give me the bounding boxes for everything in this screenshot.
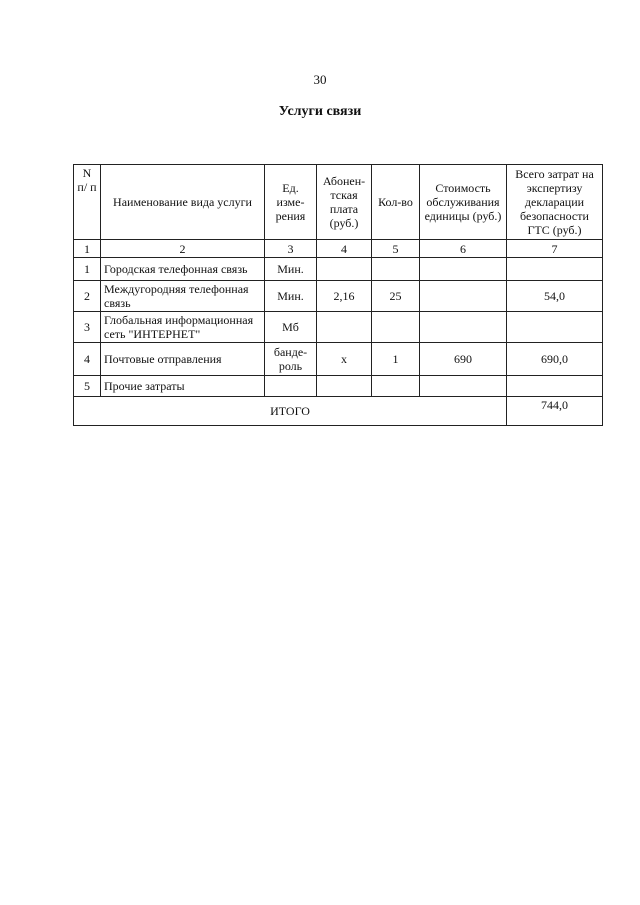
total-value: 744,0	[507, 397, 603, 426]
row-total	[507, 312, 603, 343]
table-row	[74, 312, 603, 343]
table-row	[74, 376, 603, 397]
column-number: 5	[372, 240, 420, 258]
row-num: 1	[74, 258, 101, 281]
row-total: 690,0	[507, 343, 603, 376]
column-number: 4	[317, 240, 372, 258]
row-unit	[265, 376, 317, 397]
row-unit: Мин.	[265, 281, 317, 312]
services-table	[73, 164, 603, 426]
row-unit: Мин.	[265, 258, 317, 281]
row-qty: 1	[372, 343, 420, 376]
row-unit-cost	[420, 281, 507, 312]
column-number: 6	[420, 240, 507, 258]
row-fee	[317, 312, 372, 343]
document-title: Услуги связи	[278, 104, 362, 119]
header-name: Наименование вида услуги	[101, 165, 265, 240]
row-fee: 2,16	[317, 281, 372, 312]
page-number: 30	[313, 72, 327, 87]
header-qty: Кол-во	[372, 165, 420, 240]
row-qty: 25	[372, 281, 420, 312]
column-number: 3	[265, 240, 317, 258]
row-unit-cost	[420, 312, 507, 343]
row-fee	[317, 376, 372, 397]
row-name: Глобальная информационная сеть "ИНТЕРНЕТ"	[101, 312, 265, 343]
row-num: 5	[74, 376, 101, 397]
row-num: 2	[74, 281, 101, 312]
total-row	[74, 397, 603, 426]
column-number: 7	[507, 240, 603, 258]
row-unit: банде- роль	[265, 343, 317, 376]
row-name: Междугородняя телефонная связь	[101, 281, 265, 312]
row-total: 54,0	[507, 281, 603, 312]
header-fee: Абонен- тская плата (руб.)	[317, 165, 372, 240]
row-total	[507, 258, 603, 281]
row-unit: Мб	[265, 312, 317, 343]
row-total	[507, 376, 603, 397]
table-row	[74, 258, 603, 281]
column-number: 2	[101, 240, 265, 258]
row-unit-cost: 690	[420, 343, 507, 376]
header-unit: Ед. изме- рения	[265, 165, 317, 240]
table-row	[74, 343, 603, 376]
column-number-row	[74, 240, 603, 258]
header-unit-cost: Стоимость обслуживания единицы (руб.)	[420, 165, 507, 240]
row-qty	[372, 312, 420, 343]
row-qty	[372, 376, 420, 397]
row-qty	[372, 258, 420, 281]
row-num: 4	[74, 343, 101, 376]
row-unit-cost	[420, 376, 507, 397]
row-name: Почтовые отправления	[101, 343, 265, 376]
header-num: N п/ п	[74, 165, 101, 240]
table-header-row	[74, 165, 603, 240]
row-name: Городская телефонная связь	[101, 258, 265, 281]
table-row	[74, 281, 603, 312]
row-unit-cost	[420, 258, 507, 281]
row-fee: х	[317, 343, 372, 376]
total-label: ИТОГО	[74, 397, 507, 426]
row-fee	[317, 258, 372, 281]
row-name: Прочие затраты	[101, 376, 265, 397]
row-num: 3	[74, 312, 101, 343]
column-number: 1	[74, 240, 101, 258]
header-total: Всего затрат на экспертизу декларации безопасности ГТС (руб.)	[507, 165, 603, 240]
